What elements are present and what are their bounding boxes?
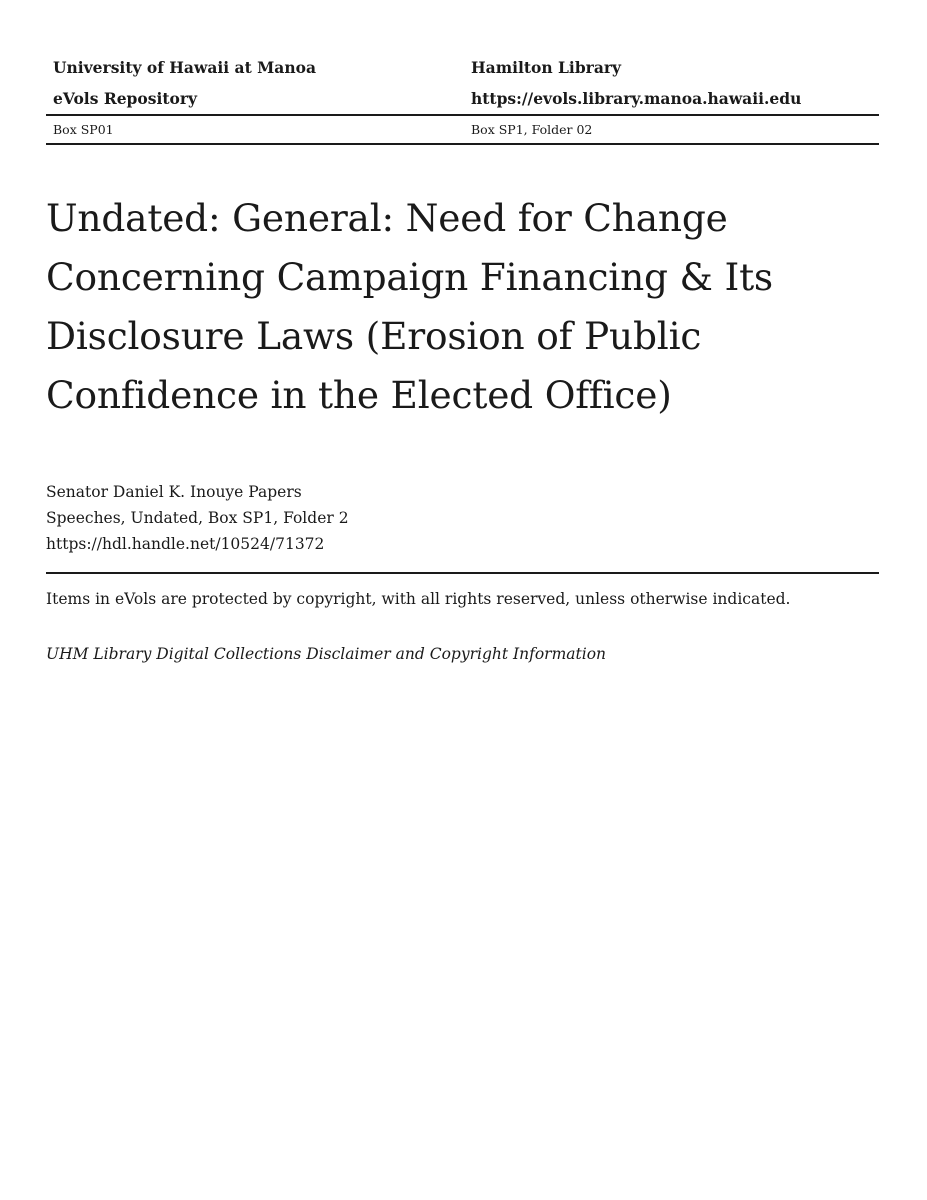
disclaimer-link[interactable]: UHM Library Digital Collections Disclaimer and Copyright Information	[46, 645, 607, 663]
repository-name: eVols Repository	[53, 89, 198, 108]
box-id: Box SP01	[53, 122, 114, 137]
title-line-1: Undated: General: Need for Change	[46, 196, 728, 240]
handle-link[interactable]: https://hdl.handle.net/10524/71372	[46, 535, 325, 553]
collection-name: Senator Daniel K. Inouye Papers	[46, 483, 302, 501]
repository-url-link[interactable]: https://evols.library.manoa.hawaii.edu	[471, 89, 802, 108]
header-divider-bottom	[46, 143, 879, 145]
title-line-2: Concerning Campaign Financing & Its	[46, 255, 773, 299]
institution-name: University of Hawaii at Manoa	[53, 58, 316, 77]
header-row-3	[46, 116, 879, 143]
library-name: Hamilton Library	[471, 58, 622, 77]
header-table	[46, 52, 879, 145]
header-row-2	[46, 83, 879, 114]
title-line-3: Disclosure Laws (Erosion of Public	[46, 314, 702, 358]
title-line-4: Confidence in the Elected Office)	[46, 373, 672, 417]
copyright-notice: Items in eVols are protected by copyright, with all rights reserved, unless otherwise indicated.	[46, 590, 791, 608]
header-row-1	[46, 52, 879, 83]
document-title	[46, 189, 879, 425]
box-folder-id: Box SP1, Folder 02	[471, 122, 593, 137]
section-divider	[46, 572, 879, 574]
series-info: Speeches, Undated, Box SP1, Folder 2	[46, 509, 349, 527]
metadata-block	[46, 479, 879, 557]
